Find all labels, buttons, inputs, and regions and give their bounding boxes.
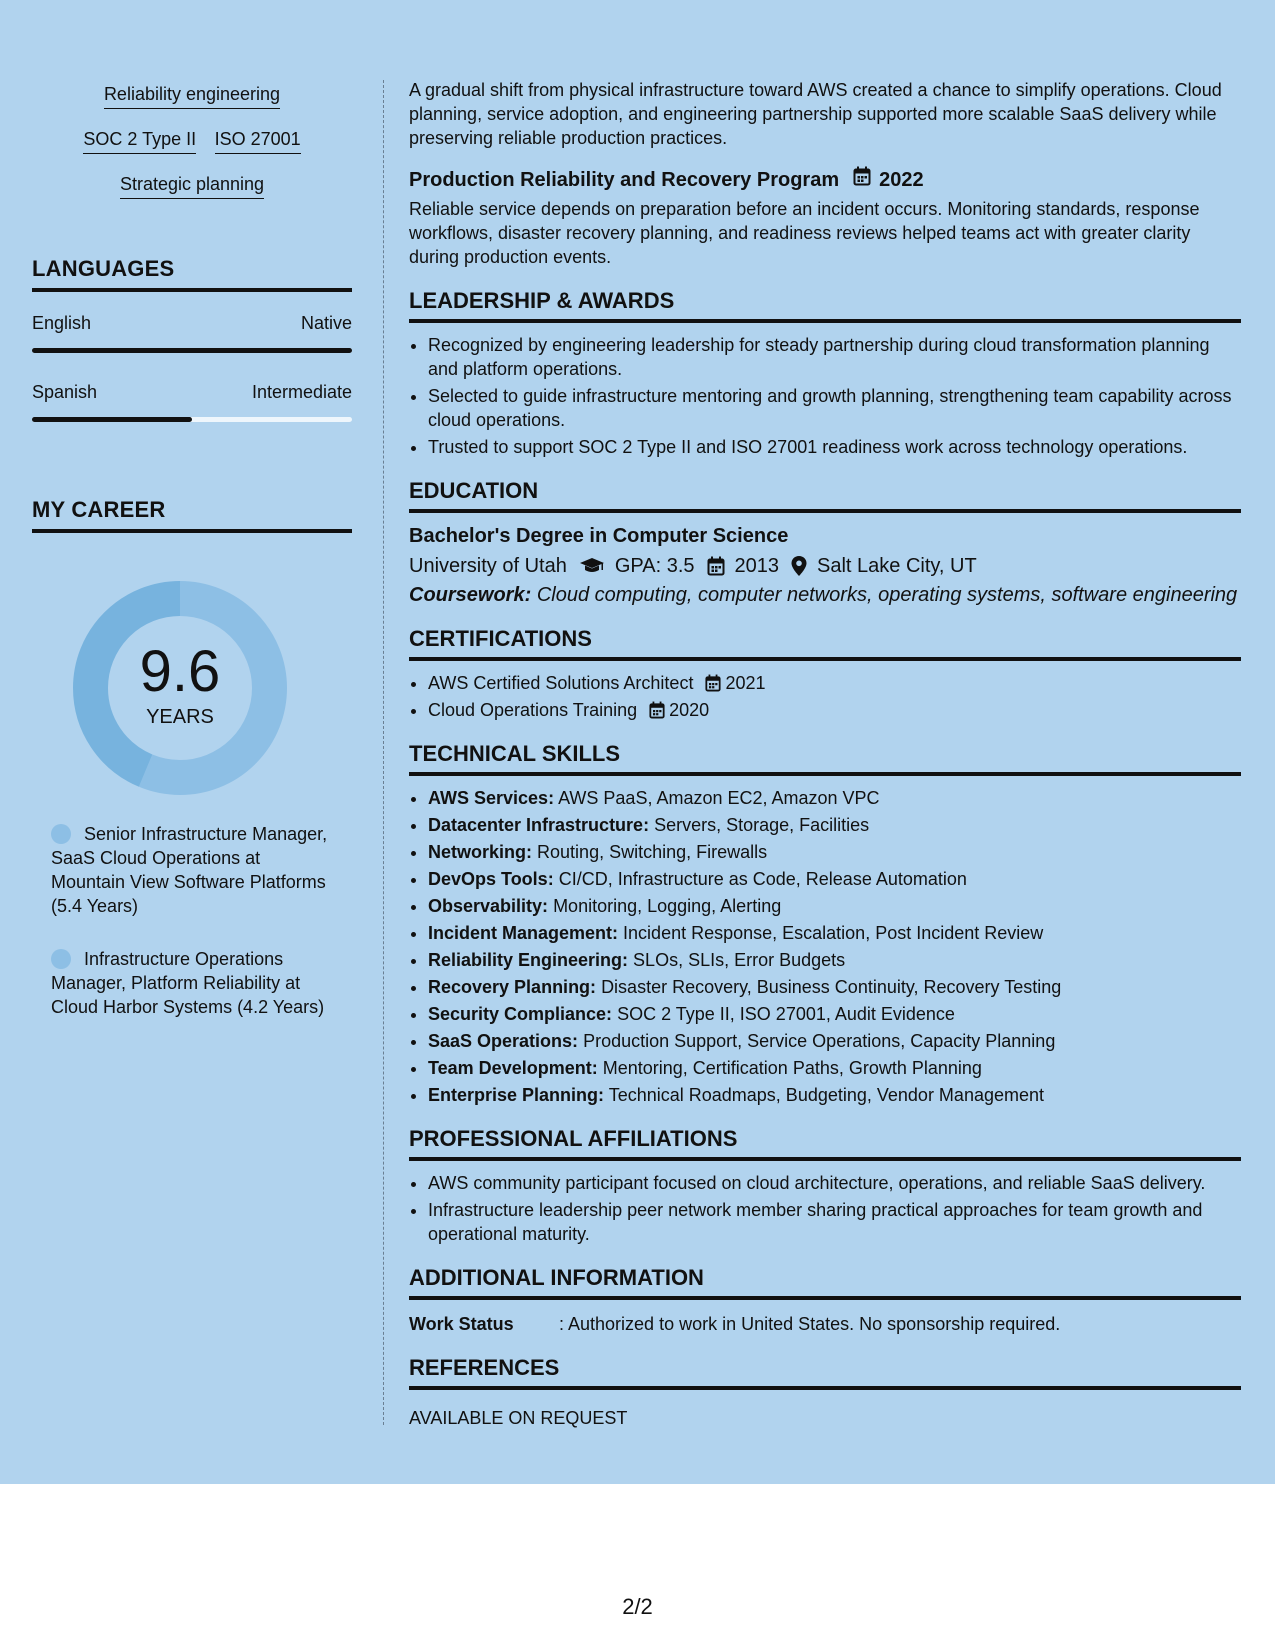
- education-heading: EDUCATION: [409, 477, 1241, 513]
- main-content: [409, 78, 1241, 1430]
- project-description: Reliable service depends on preparation before an incident occurs. Monitoring standards, response workflows, disaster recovery planning, and readiness reviews helped teams act with greater clarity during production events.: [409, 199, 1200, 267]
- language-name: English: [32, 313, 92, 333]
- career-total-unit: YEARS: [146, 705, 214, 728]
- certifications-list: [409, 671, 1241, 722]
- skill-value: Monitoring, Logging, Alerting: [553, 896, 782, 916]
- skill-label: SaaS Operations:: [428, 1031, 579, 1051]
- skill-item: [428, 894, 1241, 918]
- career-item: [51, 822, 331, 918]
- skill-value: Technical Roadmaps, Budgeting, Vendor Management: [608, 1085, 1044, 1105]
- calendar-icon: [707, 556, 725, 576]
- education-degree: Bachelor's Degree in Computer Science: [409, 525, 789, 547]
- skill-chip: SOC 2 Type II: [83, 129, 196, 154]
- skill-label: Incident Management:: [428, 923, 619, 943]
- education-school: University of Utah: [409, 555, 567, 577]
- language-level: Native: [300, 313, 352, 333]
- references-text: AVAILABLE ON REQUEST: [409, 1408, 628, 1428]
- career-item-text: Infrastructure Operations Manager, Platform Reliability at Cloud Harbor Systems (4.2 Years): [51, 949, 325, 1017]
- leadership-heading: LEADERSHIP & AWARDS: [409, 287, 1241, 323]
- map-pin-icon: [791, 556, 807, 576]
- project-title: Production Reliability and Recovery Program: [409, 168, 840, 191]
- list-item: • Selected to guide infrastructure mentoring and growth planning, strengthening team capability across cloud operations.: [428, 384, 1241, 432]
- skill-item: [428, 867, 1241, 891]
- skill-item: [428, 786, 1241, 810]
- career-total-years: 9.6: [139, 638, 221, 704]
- skill-value: Mentoring, Certification Paths, Growth Planning: [602, 1058, 982, 1078]
- calendar-icon: [649, 701, 665, 719]
- certification-name: • AWS Certified Solutions Architect: [428, 673, 694, 693]
- skills-list: [409, 786, 1241, 1107]
- column-divider: [383, 80, 384, 1425]
- certification-item: [428, 671, 1241, 695]
- education-year: 2013: [734, 555, 780, 577]
- project-year: 2022: [879, 168, 924, 191]
- language-proficiency-fill: [32, 348, 352, 353]
- list-item: • Trusted to support SOC 2 Type II and ISO 27001 readiness work across technology operations.: [428, 435, 1241, 459]
- skill-value: Incident Response, Escalation, Post Incident Review: [623, 923, 1044, 943]
- skill-label: Reliability Engineering:: [428, 950, 629, 970]
- skill-chip: Strategic planning: [120, 174, 264, 199]
- skills-heading: TECHNICAL SKILLS: [409, 740, 1241, 776]
- calendar-icon: [853, 166, 871, 193]
- skill-item: [428, 1002, 1241, 1026]
- certifications-heading: CERTIFICATIONS: [409, 625, 1241, 661]
- skill-value: Production Support, Service Operations, Capacity Planning: [583, 1031, 1056, 1051]
- leadership-list: [409, 333, 1241, 459]
- career-legend-dot: [51, 949, 71, 969]
- list-item: • AWS community participant focused on cloud architecture, operations, and reliable SaaS delivery.: [428, 1171, 1241, 1195]
- work-status-row: [409, 1312, 1241, 1336]
- list-item: • Infrastructure leadership peer network member sharing practical approaches for team growth and operational maturity.: [428, 1198, 1241, 1246]
- skill-item: [428, 921, 1241, 945]
- skill-value: Servers, Storage, Facilities: [654, 815, 870, 835]
- intro-paragraph: A gradual shift from physical infrastructure toward AWS created a chance to simplify operations. Cloud planning, service adoption, and engineering partnership supported more scalable SaaS delivery while preserving reliable production practices.: [409, 80, 1222, 148]
- skill-label: Team Development:: [428, 1058, 598, 1078]
- page-number: 2/2: [622, 1594, 653, 1619]
- skill-label: DevOps Tools:: [428, 869, 554, 889]
- skill-value: CI/CD, Infrastructure as Code, Release Automation: [558, 869, 967, 889]
- skill-item: [428, 1056, 1241, 1080]
- career-item: [51, 947, 331, 1019]
- skill-value: SOC 2 Type II, ISO 27001, Audit Evidence: [617, 1004, 955, 1024]
- language-item: [32, 313, 352, 353]
- skill-chip-row: [32, 84, 352, 109]
- work-status-value: : Authorized to work in United States. No sponsorship required.: [559, 1314, 1061, 1334]
- work-status-label: Work Status: [409, 1314, 514, 1334]
- certification-year: 2020: [669, 700, 710, 720]
- skill-label: Enterprise Planning:: [428, 1085, 605, 1105]
- career-legend-dot: [51, 824, 71, 844]
- career-item-text: Senior Infrastructure Manager, SaaS Cloud Operations at Mountain View Software Platforms (5.4 Years): [51, 824, 328, 916]
- language-level: Intermediate: [251, 382, 352, 402]
- skill-chip-row: [32, 174, 352, 199]
- career-total: [67, 575, 293, 801]
- skill-label: Recovery Planning:: [428, 977, 597, 997]
- skill-value: AWS PaaS, Amazon EC2, Amazon VPC: [558, 788, 880, 808]
- coursework-label: Coursework:: [409, 584, 532, 606]
- skill-label: Datacenter Infrastructure:: [428, 815, 650, 835]
- skill-item: [428, 813, 1241, 837]
- language-proficiency-bar: [32, 348, 352, 353]
- skill-chip-row: [32, 129, 352, 154]
- coursework-text: Cloud computing, computer networks, operating systems, software engineering: [536, 584, 1238, 606]
- skill-item: [428, 948, 1241, 972]
- project-title-row: [409, 166, 1241, 193]
- affiliations-list: [409, 1171, 1241, 1246]
- skill-value: SLOs, SLIs, Error Budgets: [633, 950, 846, 970]
- skill-item: [428, 1029, 1241, 1053]
- certification-name: • Cloud Operations Training: [428, 700, 638, 720]
- skill-chip: Reliability engineering: [104, 84, 280, 109]
- certification-year: 2021: [725, 673, 766, 693]
- skill-label: AWS Services:: [428, 788, 555, 808]
- language-item: [32, 382, 352, 422]
- language-proficiency-fill: [32, 417, 192, 422]
- education-location: Salt Lake City, UT: [817, 555, 977, 577]
- list-item: • Recognized by engineering leadership for steady partnership during cloud transformation planning and platform operations.: [428, 333, 1241, 381]
- skill-label: Networking:: [428, 842, 533, 862]
- skill-chip: ISO 27001: [215, 129, 301, 154]
- graduation-cap-icon: [579, 557, 605, 575]
- language-name: Spanish: [32, 382, 98, 402]
- references-heading: REFERENCES: [409, 1354, 1241, 1390]
- affiliations-heading: PROFESSIONAL AFFILIATIONS: [409, 1125, 1241, 1161]
- skill-value: Routing, Switching, Firewalls: [537, 842, 768, 862]
- languages-heading: LANGUAGES: [32, 256, 352, 292]
- career-donut-chart: [67, 575, 293, 801]
- skill-label: Observability:: [428, 896, 549, 916]
- skill-item: [428, 975, 1241, 999]
- career-heading: MY CAREER: [32, 497, 352, 533]
- skill-label: Security Compliance:: [428, 1004, 613, 1024]
- calendar-icon: [705, 674, 721, 692]
- education-details: [409, 553, 1241, 579]
- certification-item: [428, 698, 1241, 722]
- education-coursework: [409, 583, 1241, 607]
- skill-value: Disaster Recovery, Business Continuity, Recovery Testing: [601, 977, 1062, 997]
- skill-item: [428, 1083, 1241, 1107]
- additional-info-heading: ADDITIONAL INFORMATION: [409, 1264, 1241, 1300]
- skill-item: [428, 840, 1241, 864]
- language-proficiency-bar: [32, 417, 352, 422]
- education-gpa: GPA: 3.5: [614, 555, 695, 577]
